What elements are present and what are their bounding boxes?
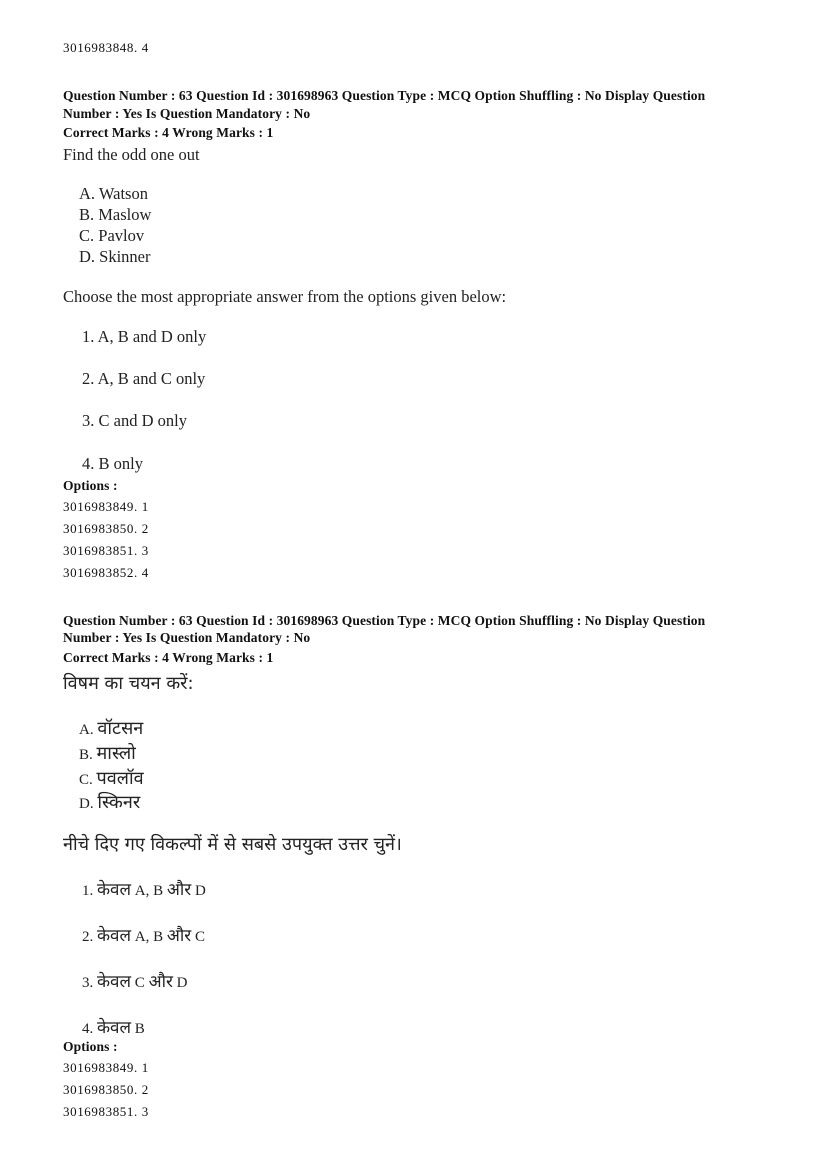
question-prompt: विषम का चयन करें:	[63, 673, 194, 694]
option-id: 3016983849. 1	[63, 1060, 149, 1075]
question-meta-line1: Question Number : 63 Question Id : 301698963 Question Type : MCQ Option Shuffling : No Display Question	[63, 88, 706, 103]
answer-instruction: Choose the most appropriate answer from the options given below:	[63, 287, 507, 306]
option-id: 3016983851. 3	[63, 543, 149, 558]
answer-choice: 2. केवल A, B और C	[82, 926, 206, 946]
list-item: A. वॉटसन	[79, 718, 144, 739]
list-item: C. Pavlov	[79, 226, 145, 245]
list-item: B. मास्लो	[79, 743, 136, 764]
option-id: 3016983850. 2	[63, 1082, 149, 1097]
previous-option-id: 3016983848. 4	[63, 40, 149, 55]
answer-choice: 1. A, B and D only	[82, 327, 207, 346]
options-label: Options :	[63, 478, 118, 493]
answer-choice: 2. A, B and C only	[82, 369, 206, 388]
question-meta-line2: Number : Yes Is Question Mandatory : No	[63, 630, 311, 645]
options-label: Options :	[63, 1039, 118, 1054]
list-item: D. स्किनर	[79, 792, 141, 813]
answer-choice: 3. केवल C और D	[82, 972, 188, 992]
list-item: D. Skinner	[79, 247, 151, 266]
answer-choice: 4. केवल B	[82, 1018, 145, 1038]
answer-choice: 3. C and D only	[82, 411, 187, 430]
question-meta-line1: Question Number : 63 Question Id : 301698963 Question Type : MCQ Option Shuffling : No Display Question	[63, 613, 706, 628]
answer-choice: 4. B only	[82, 454, 143, 473]
question-prompt: Find the odd one out	[63, 145, 200, 164]
option-id: 3016983849. 1	[63, 499, 149, 514]
answer-choice: 1. केवल A, B और D	[82, 880, 206, 900]
question-marks: Correct Marks : 4 Wrong Marks : 1	[63, 650, 274, 665]
question-marks: Correct Marks : 4 Wrong Marks : 1	[63, 125, 274, 140]
list-item: C. पवलॉव	[79, 768, 144, 789]
list-item: B. Maslow	[79, 205, 152, 224]
list-item: A. Watson	[79, 184, 148, 203]
option-id: 3016983851. 3	[63, 1104, 149, 1119]
option-id: 3016983852. 4	[63, 565, 149, 580]
question-meta-line2: Number : Yes Is Question Mandatory : No	[63, 106, 311, 121]
answer-instruction: नीचे दिए गए विकल्पों में से सबसे उपयुक्त उत्तर चुनें।	[63, 834, 402, 855]
option-id: 3016983850. 2	[63, 521, 149, 536]
